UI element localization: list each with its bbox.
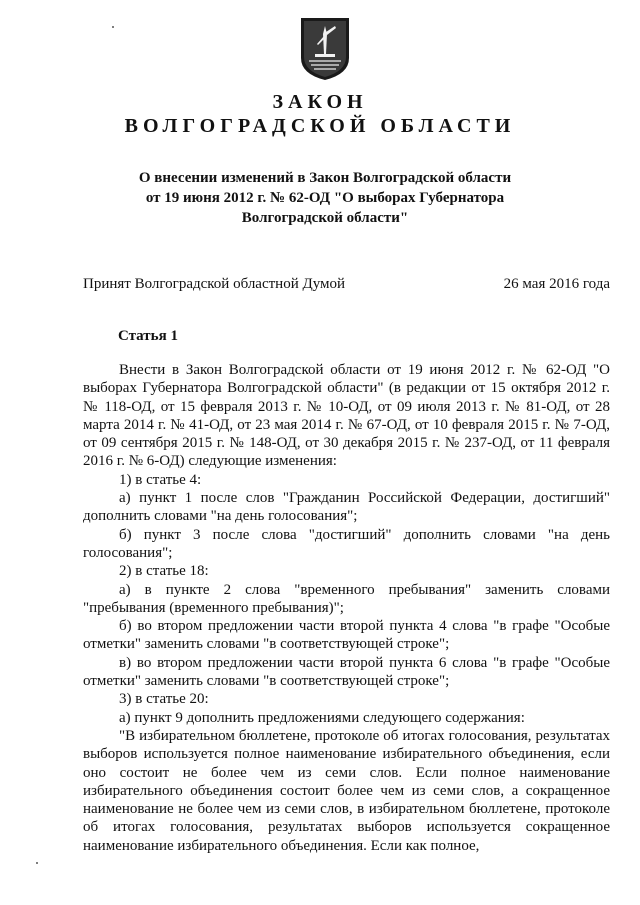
adoption-line: [83, 276, 610, 293]
article-paragraph: б) пункт 3 после слова "достигший" дополнить словами "на день голосования";: [83, 526, 610, 561]
article-paragraph: а) пункт 1 после слов "Гражданин Российской Федерации, достигший" дополнить словами "на день голосования";: [83, 490, 610, 525]
article-paragraph: б) во втором предложении части второй пункта 4 слова "в графе "Особые отметки" заменить словами "в соответствующей строке";: [83, 618, 610, 653]
article-paragraph: 3) в статье 20:: [119, 691, 209, 708]
article-paragraph: "В избирательном бюллетене, протоколе об итогах голосования, результатах выборов используется полное наименование избирательного объединения, если оно состоит не более чем из семи слов. Если полное наименование избирательного объединения состоит более чем из семи слов, а сокращенное наименование не более чем из семи слов, в избирательном бюллетене, протоколе об итогах голосования, результатах выборов используется сокращенное наименование избирательного объединения. Если как полное,: [83, 727, 610, 854]
coat-of-arms-emblem: [297, 14, 353, 82]
subtitle-line: О внесении изменений в Закон Волгоградской области: [138, 170, 512, 186]
article-paragraph: 1) в статье 4:: [119, 471, 202, 488]
scan-speck: [112, 26, 114, 28]
article-paragraph: в) во втором предложении части второй пункта 6 слова "в графе "Особые отметки" заменить словами "в соответствующей строке";: [83, 654, 610, 690]
article-paragraph: а) пункт 9 дополнить предложениями следующего содержания:: [119, 709, 525, 726]
subtitle-line: от 19 июня 2012 г. № 62-ОД "О выборах Губернатора: [145, 190, 505, 206]
article-heading: Статья 1: [118, 328, 178, 344]
scan-speck: [36, 862, 38, 864]
adoption-date: 26 мая 2016 года: [503, 276, 610, 292]
subtitle-line: Волгоградской области": [241, 210, 409, 226]
article-body: [83, 361, 610, 855]
article-paragraph: а) в пункте 2 слова "временного пребывания" заменить словами "пребывания (временного пребывания)";: [83, 581, 610, 616]
article-paragraph: 2) в статье 18:: [119, 563, 209, 580]
region-title: ВОЛГОГРАДСКОЙ ОБЛАСТИ: [124, 115, 516, 137]
adopted-by: Принят Волгоградской областной Думой: [83, 276, 346, 292]
law-subtitle: [100, 168, 550, 228]
law-title: ЗАКОН: [272, 91, 368, 113]
article-paragraph: Внести в Закон Волгоградской области от 19 июня 2012 г. № 62-ОД "О выборах Губернатора Волгоградской области" (в редакции от 15 октября 2012 г. № 118-ОД, от 15 февраля 2013 г. № 10-ОД, от 09 июля 2013 г. № 81-ОД, от 28 марта 2014 г. № 41-ОД, от 23 мая 2014 г. № 67-ОД, от 10 февраля 2015 г. № 7-ОД, от 09 сентября 2015 г. № 148-ОД, от 30 декабря 2015 г. № 237-ОД, от 11 февраля 2016 г. № 6-ОД) следующие изменения:: [83, 362, 610, 470]
